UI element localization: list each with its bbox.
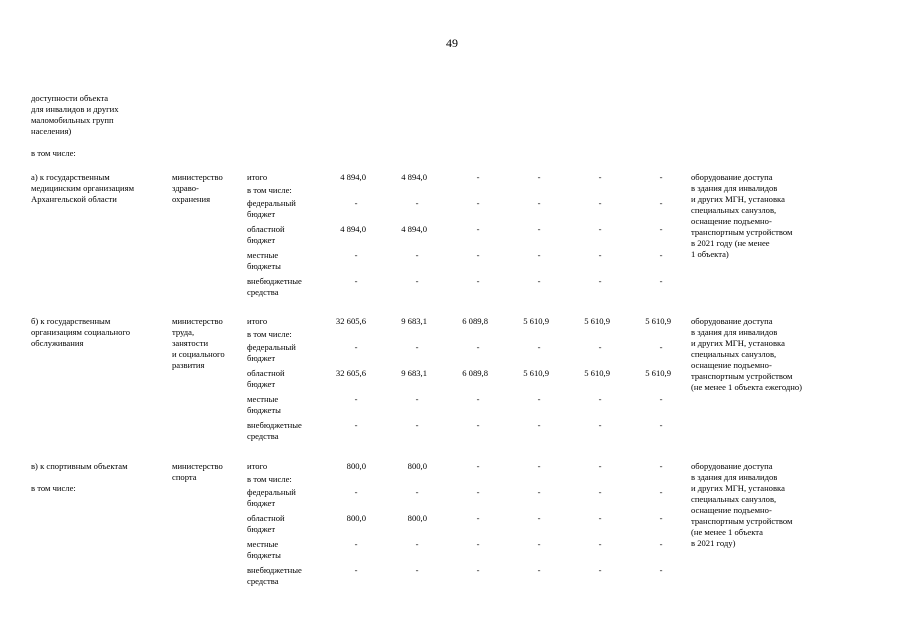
result-description-line: (не менее 1 объекта ежегодно)	[691, 382, 803, 392]
funding-source-label: бюджеты	[247, 405, 281, 415]
executor-line: спорта	[172, 472, 197, 482]
result-description-line: оборудование доступа	[691, 172, 773, 182]
table-cell-value: 4 894,0	[340, 172, 366, 182]
executor-line: министерство	[172, 461, 223, 471]
table-cell-dash: -	[659, 461, 663, 471]
funding-source-label: федеральный	[247, 198, 296, 208]
table-cell-dash: -	[476, 250, 480, 260]
section-title-line: организациям социального	[31, 327, 130, 337]
table-cell-dash: -	[415, 539, 419, 549]
table-cell-dash: -	[476, 420, 480, 430]
funding-source-label: средства	[247, 431, 279, 441]
table-cell-dash: -	[598, 224, 602, 234]
table-cell-dash: -	[598, 539, 602, 549]
table-cell-value: 5 610,9	[584, 316, 610, 326]
funding-source-label: средства	[247, 287, 279, 297]
result-description-line: оснащение подъемно-	[691, 505, 772, 515]
intro-text	[31, 93, 119, 137]
table-cell-dash: -	[598, 420, 602, 430]
result-description-line: и других МГН, установка	[691, 194, 785, 204]
table-cell-dash: -	[598, 487, 602, 497]
table-cell-dash: -	[537, 487, 541, 497]
intro-line: доступности объекта	[31, 93, 109, 103]
table-cell-dash: -	[537, 461, 541, 471]
table-cell-dash: -	[476, 539, 480, 549]
table-cell-value: 32 605,6	[335, 316, 366, 326]
table-cell-dash: -	[537, 565, 541, 575]
funding-source-label: бюджет	[247, 235, 276, 245]
table-cell-dash: -	[598, 461, 602, 471]
table-cell-value: 5 610,9	[523, 316, 549, 326]
table-cell-value: 4 894,0	[401, 172, 427, 182]
table-cell-dash: -	[354, 342, 358, 352]
table-cell-dash: -	[476, 198, 480, 208]
section-title-line: в) к спортивным объектам	[31, 461, 128, 471]
funding-source-label: бюджет	[247, 209, 276, 219]
result-description-line: и других МГН, установка	[691, 338, 785, 348]
table-cell-value: 5 610,9	[523, 368, 549, 378]
result-description-line: 1 объекта)	[691, 249, 729, 259]
table-cell-dash: -	[415, 276, 419, 286]
table-cell-dash: -	[415, 565, 419, 575]
table-cell-dash: -	[354, 198, 358, 208]
funding-source-label: бюджет	[247, 498, 276, 508]
table-cell-dash: -	[598, 276, 602, 286]
table-cell-dash: -	[537, 420, 541, 430]
result-description-line: оборудование доступа	[691, 316, 773, 326]
table-cell-dash: -	[415, 198, 419, 208]
intro-line: маломобильных групп	[31, 115, 114, 125]
table-cell-dash: -	[659, 276, 663, 286]
executor-line: труда,	[172, 327, 195, 337]
table-cell-value: 5 610,9	[645, 316, 671, 326]
funding-source-label: итого	[247, 172, 268, 182]
table-cell-dash: -	[598, 198, 602, 208]
result-description-line: в здания для инвалидов	[691, 327, 778, 337]
table-cell-dash: -	[354, 250, 358, 260]
table-cell-dash: -	[537, 250, 541, 260]
section-title-line: б) к государственным	[31, 316, 111, 326]
funding-source-label: внебюджетные	[247, 420, 302, 430]
table-cell-dash: -	[476, 276, 480, 286]
result-description-line: специальных санузлов,	[691, 205, 777, 215]
funding-source-label: областной	[247, 513, 285, 523]
funding-source-label: бюджеты	[247, 261, 281, 271]
table-cell-value: 9 683,1	[401, 368, 427, 378]
table-cell-dash: -	[476, 565, 480, 575]
table-cell-dash: -	[659, 565, 663, 575]
table-cell-dash: -	[476, 172, 480, 182]
result-description-line: в здания для инвалидов	[691, 183, 778, 193]
funding-source-label: местные	[247, 394, 279, 404]
result-description-line: транспортным устройством	[691, 371, 793, 381]
result-description-line: транспортным устройством	[691, 516, 793, 526]
section-title-line: Архангельской области	[31, 194, 117, 204]
table-cell-dash: -	[537, 276, 541, 286]
executor-line: министерство	[172, 316, 223, 326]
result-description-line: в 2021 году (не менее	[691, 238, 770, 248]
funding-source-label: местные	[247, 250, 279, 260]
table-cell-value: 32 605,6	[335, 368, 366, 378]
result-description-line: специальных санузлов,	[691, 494, 777, 504]
table-cell-value: 800,0	[346, 513, 366, 523]
result-description-line: и других МГН, установка	[691, 483, 785, 493]
table-cell-dash: -	[598, 394, 602, 404]
funding-source-label: местные	[247, 539, 279, 549]
funding-source-label: областной	[247, 224, 285, 234]
result-description-line: в 2021 году)	[691, 538, 736, 548]
result-description-line: транспортным устройством	[691, 227, 793, 237]
table-cell-dash: -	[354, 420, 358, 430]
table-cell-dash: -	[476, 487, 480, 497]
table-cell-dash: -	[659, 513, 663, 523]
result-description-line: (не менее 1 объекта	[691, 527, 763, 537]
table-cell-dash: -	[537, 394, 541, 404]
executor-line: и социального	[172, 349, 225, 359]
table-cell-dash: -	[598, 342, 602, 352]
executor-line: охранения	[172, 194, 211, 204]
table-cell-dash: -	[476, 342, 480, 352]
table-cell-dash: -	[537, 224, 541, 234]
funding-source-label: в том числе:	[247, 329, 292, 339]
table-cell-dash: -	[659, 487, 663, 497]
table-cell-dash: -	[598, 513, 602, 523]
funding-source-label: внебюджетные	[247, 276, 302, 286]
table-cell-dash: -	[537, 172, 541, 182]
table-cell-dash: -	[659, 250, 663, 260]
table-cell-dash: -	[354, 276, 358, 286]
intro-line: населения)	[31, 126, 72, 136]
table-cell-value: 5 610,9	[584, 368, 610, 378]
table-cell-value: 4 894,0	[340, 224, 366, 234]
result-description-line: оснащение подъемно-	[691, 360, 772, 370]
funding-source-label: средства	[247, 576, 279, 586]
funding-source-label: бюджет	[247, 379, 276, 389]
table-cell-dash: -	[476, 394, 480, 404]
table-cell-dash: -	[659, 539, 663, 549]
table-cell-dash: -	[415, 250, 419, 260]
table-cell-value: 800,0	[407, 461, 427, 471]
executor-line: министерство	[172, 172, 223, 182]
section-title-line: обслуживания	[31, 338, 84, 348]
table-cell-value: 4 894,0	[401, 224, 427, 234]
table-cell-dash: -	[659, 394, 663, 404]
table-cell-dash: -	[476, 513, 480, 523]
executor-line: развития	[172, 360, 205, 370]
section-title-line: а) к государственным	[31, 172, 110, 182]
table-cell-dash: -	[537, 198, 541, 208]
table-cell-dash: -	[415, 394, 419, 404]
table-cell-dash: -	[476, 461, 480, 471]
table-cell-dash: -	[659, 172, 663, 182]
table-cell-value: 800,0	[407, 513, 427, 523]
table-cell-dash: -	[659, 420, 663, 430]
table-cell-dash: -	[659, 342, 663, 352]
table-cell-value: 800,0	[346, 461, 366, 471]
page-number: 49	[446, 36, 458, 50]
section-subtitle: в том числе:	[31, 483, 76, 493]
table-cell-dash: -	[354, 539, 358, 549]
table-cell-value: 5 610,9	[645, 368, 671, 378]
section-title-line: медицинским организациям	[31, 183, 135, 193]
funding-source-label: бюджет	[247, 353, 276, 363]
table-cell-dash: -	[354, 487, 358, 497]
table-cell-dash: -	[598, 565, 602, 575]
table-cell-dash: -	[598, 250, 602, 260]
table-cell-value: 6 089,8	[462, 368, 488, 378]
funding-source-label: областной	[247, 368, 285, 378]
table-cell-dash: -	[354, 394, 358, 404]
table-cell-dash: -	[598, 172, 602, 182]
result-description-line: специальных санузлов,	[691, 349, 777, 359]
table-cell-value: 9 683,1	[401, 316, 427, 326]
funding-source-label: итого	[247, 316, 268, 326]
table-cell-dash: -	[415, 487, 419, 497]
table-cell-dash: -	[415, 342, 419, 352]
table-cell-dash: -	[537, 513, 541, 523]
funding-source-label: бюджет	[247, 524, 276, 534]
result-description-line: оборудование доступа	[691, 461, 773, 471]
table-cell-dash: -	[537, 342, 541, 352]
funding-source-label: в том числе:	[247, 185, 292, 195]
funding-source-label: в том числе:	[247, 474, 292, 484]
table-cell-dash: -	[354, 565, 358, 575]
table-cell-dash: -	[415, 420, 419, 430]
funding-source-label: федеральный	[247, 342, 296, 352]
result-description-line: оснащение подъемно-	[691, 216, 772, 226]
funding-source-label: внебюджетные	[247, 565, 302, 575]
intro-subtitle: в том числе:	[31, 148, 76, 158]
table-cell-dash: -	[476, 224, 480, 234]
executor-line: здраво-	[172, 183, 199, 193]
result-description-line: в здания для инвалидов	[691, 472, 778, 482]
table-cell-dash: -	[659, 224, 663, 234]
executor-line: занятости	[172, 338, 209, 348]
intro-line: для инвалидов и других	[31, 104, 119, 114]
funding-source-label: федеральный	[247, 487, 296, 497]
table-cell-dash: -	[659, 198, 663, 208]
table-cell-dash: -	[537, 539, 541, 549]
funding-source-label: итого	[247, 461, 268, 471]
funding-source-label: бюджеты	[247, 550, 281, 560]
table-cell-value: 6 089,8	[462, 316, 488, 326]
